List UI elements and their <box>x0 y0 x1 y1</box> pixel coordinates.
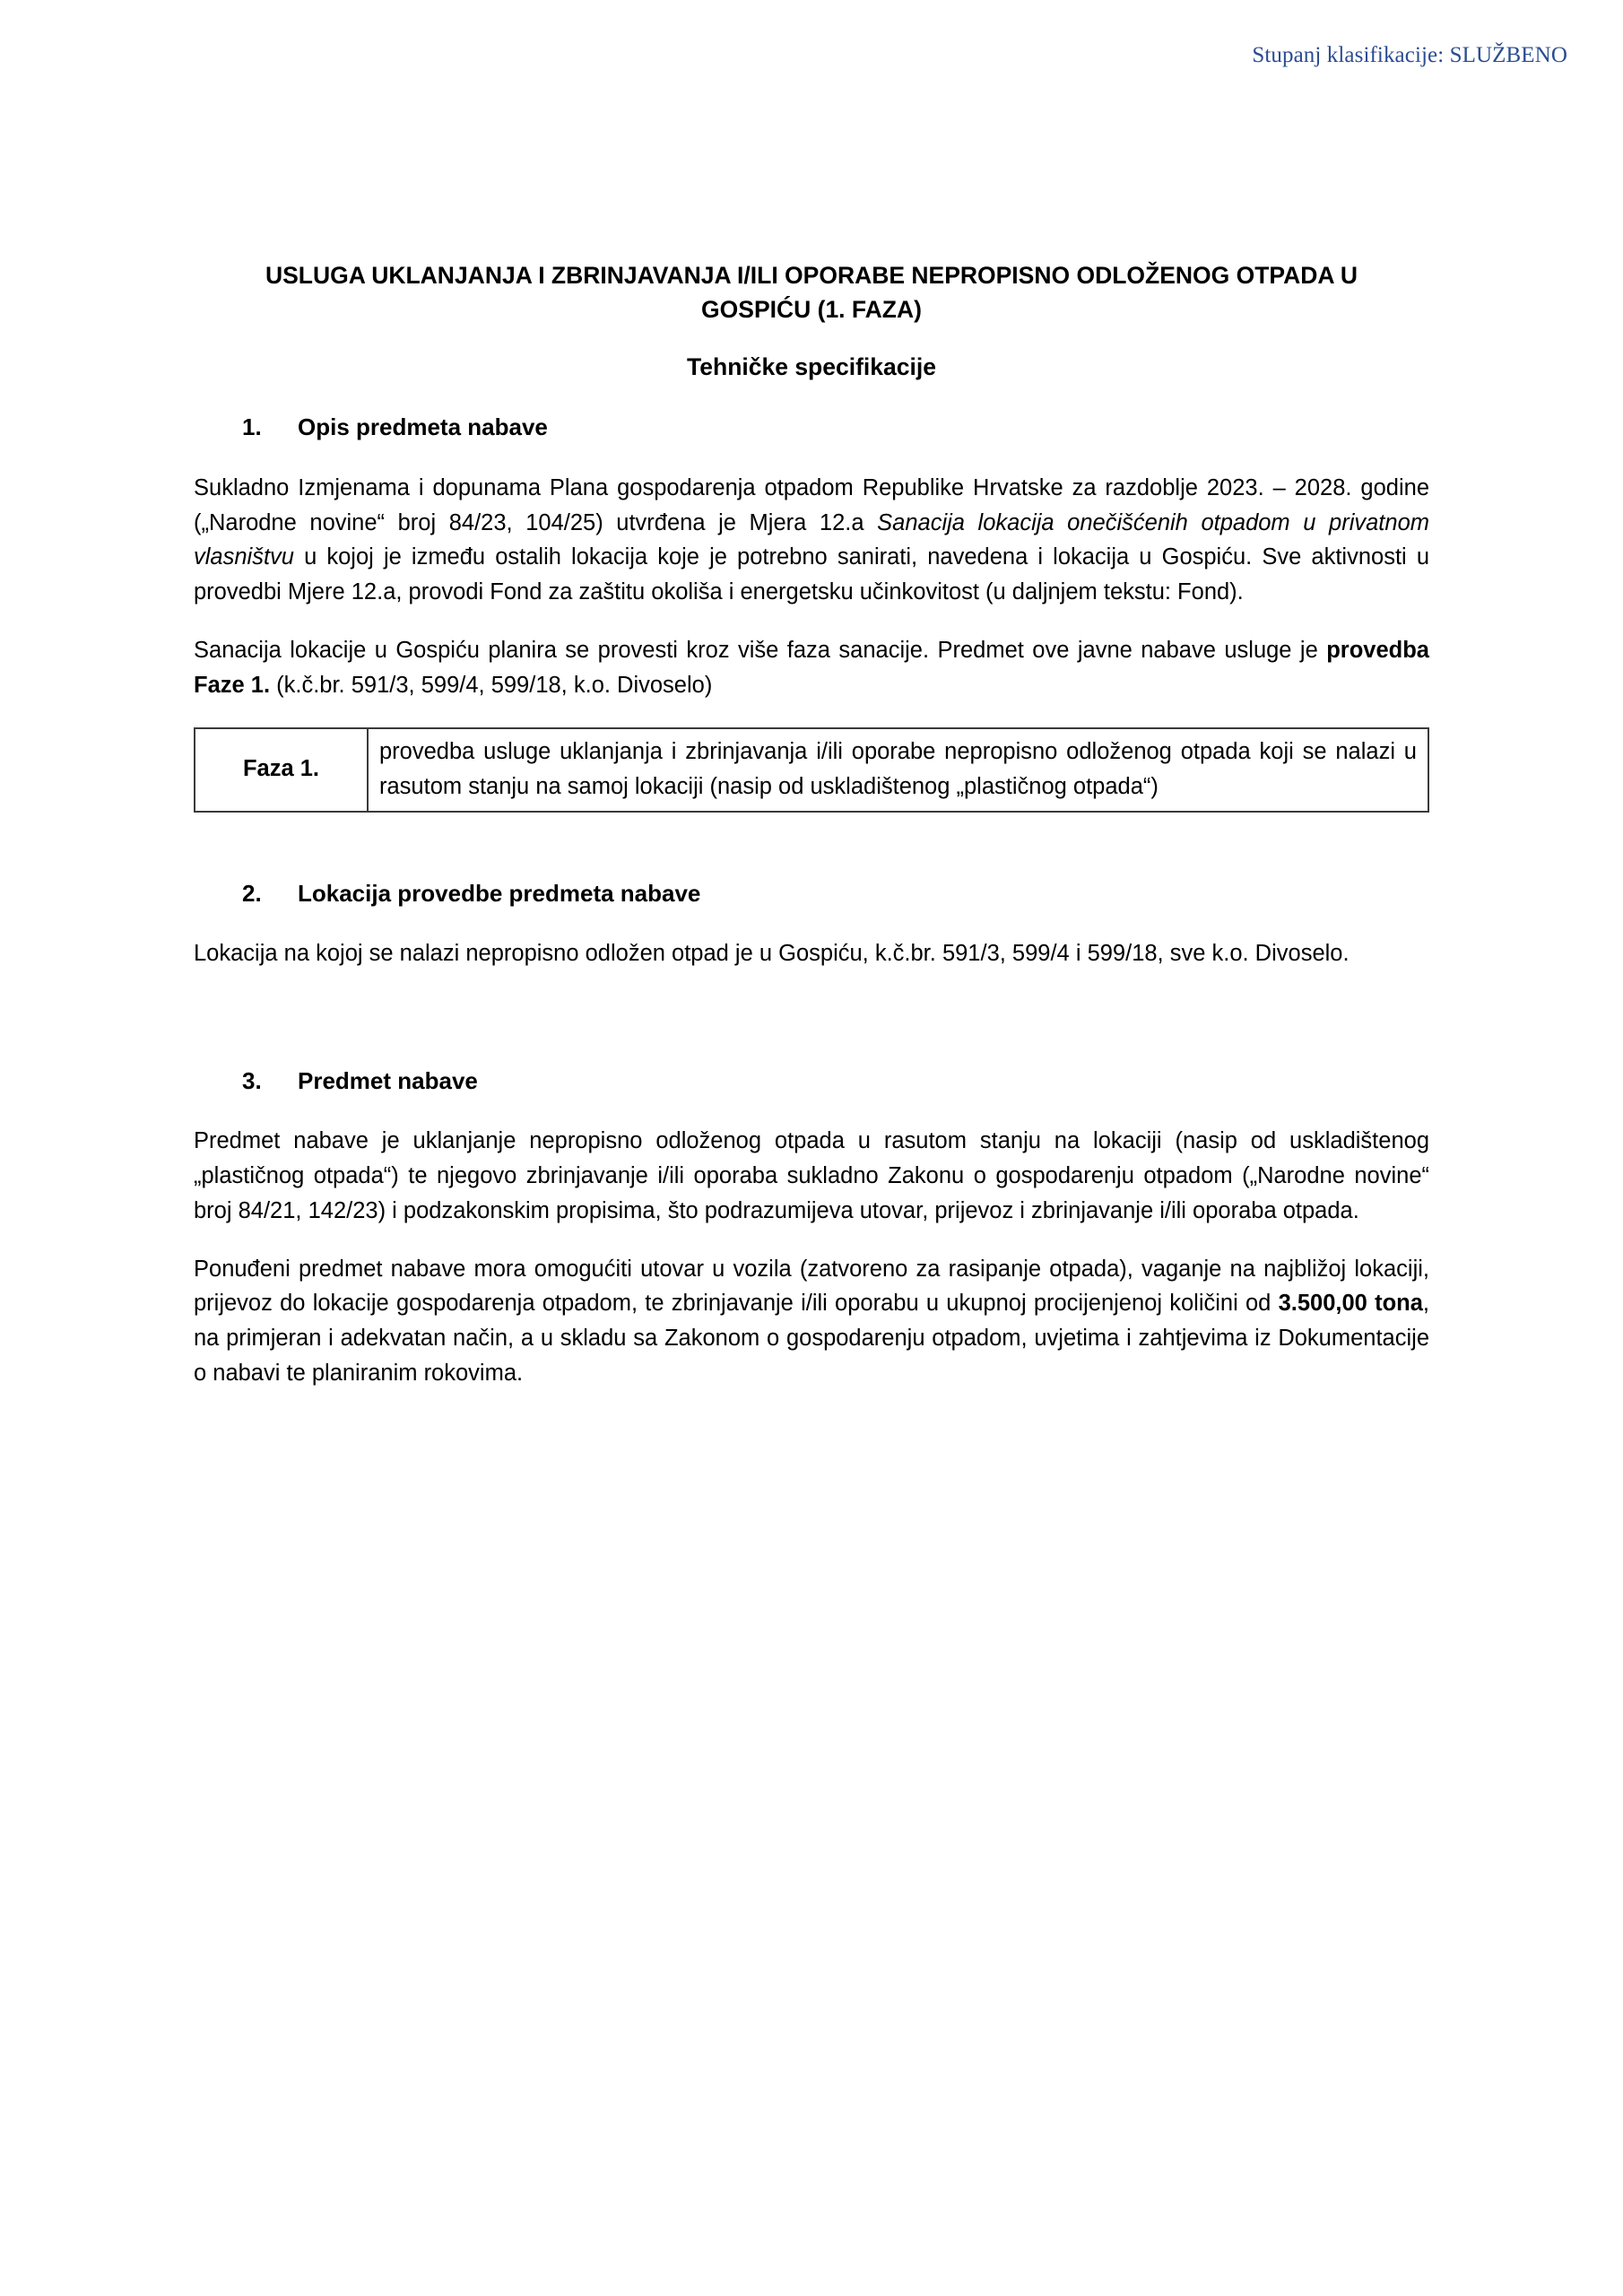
paragraph-text-part-b: u kojoj je između ostalih lokacija koje je potrebno sanirati, navedena i lokacija u Gospiću. Sve aktivnosti u provedbi Mjere 12.a, provodi Fond za zaštitu okoliša i energetsku učinkovitost (u daljnjem tekstu: Fond). <box>194 544 1429 605</box>
section-number-3: 3. <box>242 1066 262 1094</box>
section-number-2: 2. <box>242 879 262 907</box>
document-title <box>194 258 1429 326</box>
section-1-paragraph-1 <box>194 471 1429 610</box>
section-number-1: 1. <box>242 413 262 441</box>
section-2-paragraph-1: Lokacija na kojoj se nalazi nepropisno odložen otpad je u Gospiću, k.č.br. 591/3, 599/4 i 599/18, sve k.o. Divoselo. <box>194 941 1350 967</box>
section-label-1: Opis predmeta nabave <box>298 413 548 441</box>
paragraph-text-part-b: (k.č.br. 591/3, 599/4, 599/18, k.o. Divoselo) <box>270 672 713 698</box>
document-content <box>194 258 1429 1391</box>
table-row <box>195 728 1428 812</box>
document-title-line-1: USLUGA UKLANJANJA I ZBRINJAVANJA I/ILI OPORABE NEPROPISNO <box>265 262 1071 289</box>
section-label-2: Lokacija provedbe predmeta nabave <box>298 879 701 907</box>
section-label-3: Predmet nabave <box>298 1066 478 1094</box>
paragraph-text-italic: Sanacija lokacija onečišćenih otpadom u privatnom vlasništvu <box>194 509 1430 570</box>
paragraph-text-part-a: Ponuđeni predmet nabave mora omogućiti utovar u vozila (zatvoreno za rasipanje otpada), vaganje na najbližoj lokaciji, prijevoz do lokacije gospodarenja otpadom, te zbrinjavanje i/ili oporabu u ukupnoj procijenjenoj količini od <box>194 1256 1429 1317</box>
paragraph-text-part-a: Sukladno Izmjenama i dopunama Plana gospodarenja otpadom Republike Hrvatske za razdoblje 2023. – 2028. godine („Narodne novine“ broj 84/23, 104/25) utvrđena je Mjera 12.a <box>194 474 1429 535</box>
document-title-line-2: ODLOŽENOG OTPADA U GOSPIĆU (1. FAZA) <box>701 262 1358 324</box>
section-heading-3 <box>194 1065 1429 1097</box>
paragraph-text-part-b: , na primjeran i adekvatan način, a u skladu sa Zakonom o gospodarenju otpadom, uvjetima i zahtjevima iz Dokumentacije o nabavi te planiranim rokovima. <box>194 1291 1430 1386</box>
classification-header: Stupanj klasifikacije: SLUŽBENO <box>1252 43 1567 67</box>
faza-table <box>194 727 1429 813</box>
section-3-paragraph-1: Predmet nabave je uklanjanje nepropisno odloženog otpada u rasutom stanju na lokaciji (nasip od uskladištenog „plastičnog otpada“) te njegovo zbrinjavanje i/ili oporaba sukladno Zakonu o gospodarenju otpadom („Narodne novine“ broj 84/21, 142/23) i podzakonskim propisima, što podrazumijeva utovar, prijevoz i zbrinjavanje i/ili oporaba otpada. <box>194 1128 1429 1223</box>
document-subtitle: Tehničke specifikacije <box>687 353 936 381</box>
faza-description-cell: provedba usluge uklanjanja i zbrinjavanja i/ili oporabe nepropisno odloženog otpada koji se nalazi u rasutom stanju na samoj lokaciji (nasip od uskladištenog „plastičnog otpada“) <box>368 728 1428 812</box>
paragraph-text-bold: provedba Faze 1. <box>194 637 1429 698</box>
section-1-paragraph-2 <box>194 633 1429 703</box>
section-heading-2 <box>194 877 1429 909</box>
section-3-paragraph-2 <box>194 1252 1429 1391</box>
paragraph-text-bold: 3.500,00 tona <box>1278 1291 1423 1317</box>
faza-label-cell: Faza 1. <box>195 728 368 812</box>
section-heading-1 <box>194 411 1429 443</box>
paragraph-text-part-a: Sanacija lokacije u Gospiću planira se provesti kroz više faza sanacije. Predmet ove javne nabave usluge je <box>194 637 1327 663</box>
